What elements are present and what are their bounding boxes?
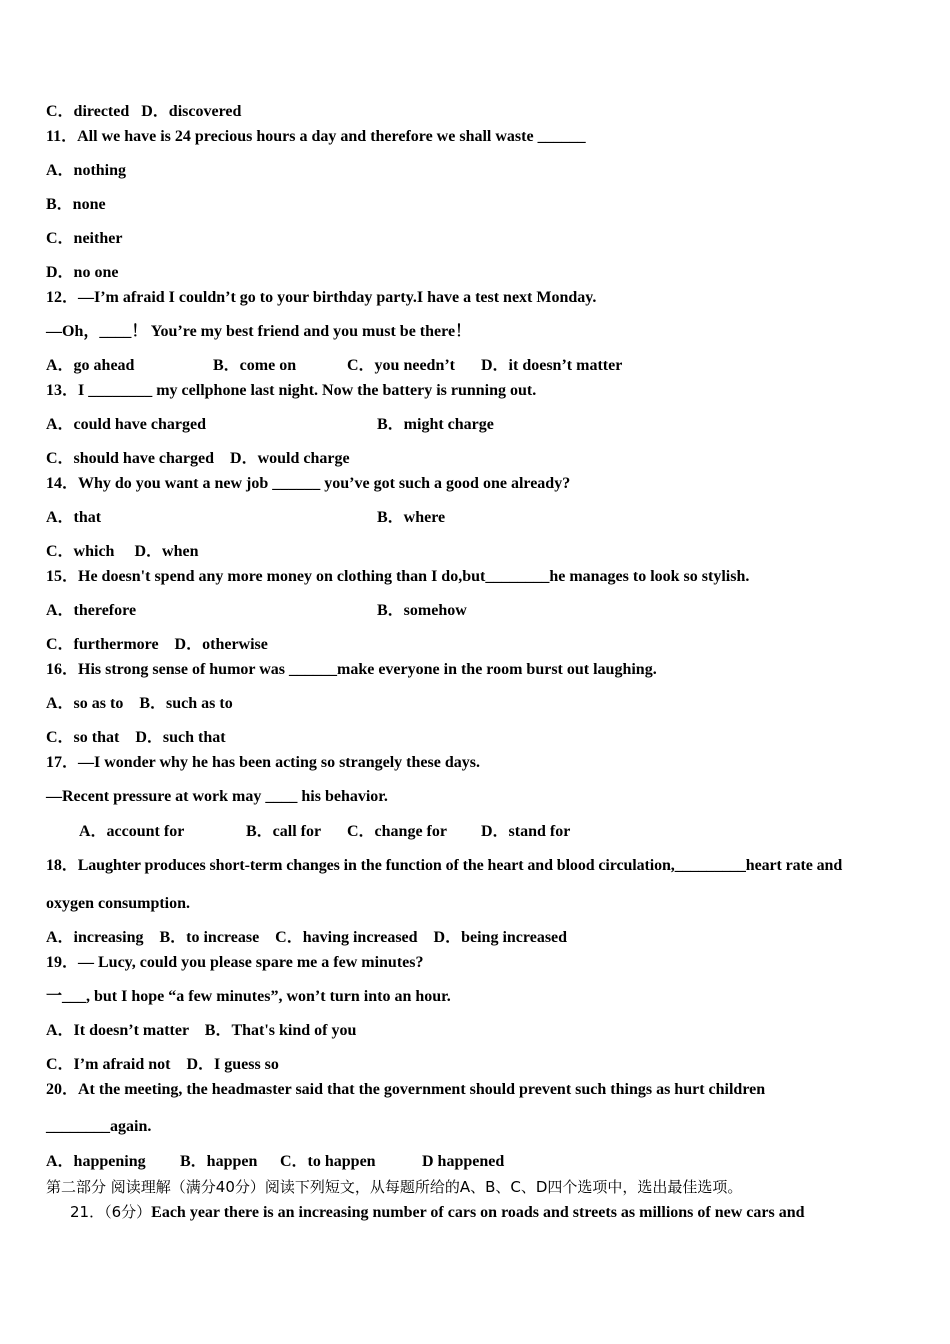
q18-stem-continued: oxygen consumption. xyxy=(46,895,191,912)
q16-stem: 16．His strong sense of humor was ______make everyone in the room burst out laughing. xyxy=(46,661,657,678)
q19-options-cd: C．I’m afraid not D．I guess so xyxy=(46,1056,279,1073)
q15-stem: 15．He doesn't spend any more money on clothing than I do,but________he manages to look so stylish. xyxy=(46,568,750,585)
q18-stem: 18．Laughter produces short-term changes in the function of the heart and blood circulation,_________heart rate and xyxy=(46,857,843,874)
q14-option-b: B．where xyxy=(377,509,446,526)
q20-stem: 20．At the meeting, the headmaster said that the government should prevent such things as hurt children xyxy=(46,1081,766,1098)
q21-line xyxy=(70,1202,805,1223)
q17-stem: 17．—I wonder why he has been acting so strangely these days. xyxy=(46,754,480,771)
q11-option-a: A．nothing xyxy=(46,162,127,179)
q15-options-cd: C．furthermore D．otherwise xyxy=(46,636,268,653)
q11-option-b: B．none xyxy=(46,196,106,213)
q13-options-cd: C．should have charged D．would charge xyxy=(46,450,350,467)
q14-option-a: A．that xyxy=(46,509,102,526)
q17-option-c: C．change for xyxy=(347,823,447,840)
q11-option-d: D．no one xyxy=(46,264,119,281)
q12-option-d: D．it doesn’t matter xyxy=(481,357,623,374)
q17-option-d: D．stand for xyxy=(481,823,571,840)
q18-options: A．increasing B．to increase C．having increased D．being increased xyxy=(46,929,568,946)
q19-dialog-line: 一___, but I hope “a few minutes”, won’t turn into an hour. xyxy=(46,988,451,1005)
q17-dialog-line: —Recent pressure at work may ____ his behavior. xyxy=(46,788,388,805)
q12-option-a: A．go ahead xyxy=(46,357,135,374)
part2-heading: 第二部分 阅读理解（满分40分）阅读下列短文，从每题所给的A、B、C、D四个选项中，选出最佳选项。 xyxy=(46,1178,743,1196)
q16-options-ab: A．so as to B．such as to xyxy=(46,695,233,712)
q17-option-b: B．call for xyxy=(246,823,322,840)
q16-options-cd: C．so that D．such that xyxy=(46,729,226,746)
q20-option-d: D happened xyxy=(422,1153,505,1170)
q21-number: 21．（6分） xyxy=(70,1203,152,1221)
q20-option-c: C．to happen xyxy=(280,1153,376,1170)
q19-stem: 19．— Lucy, could you please spare me a few minutes? xyxy=(46,954,424,971)
q13-option-b: B．might charge xyxy=(377,416,494,433)
q15-option-b: B．somehow xyxy=(377,602,467,619)
q21-passage-start: Each year there is an increasing number of cars on roads and streets as millions of new cars and xyxy=(151,1204,805,1221)
q19-options-ab: A．It doesn’t matter B．That's kind of you xyxy=(46,1022,357,1039)
q11-stem: 11．All we have is 24 precious hours a day and therefore we shall waste ______ xyxy=(46,128,586,145)
q20-option-a: A．happening xyxy=(46,1153,146,1170)
q11-option-c: C．neither xyxy=(46,230,123,247)
q12-option-c: C．you needn’t xyxy=(347,357,456,374)
q20-stem-continued: ________again. xyxy=(46,1118,152,1135)
q12-stem: 12．—I’m afraid I couldn’t go to your birthday party.I have a test next Monday. xyxy=(46,289,597,306)
q14-stem: 14．Why do you want a new job ______ you’ve got such a good one already? xyxy=(46,475,571,492)
q14-options-cd: C．which D．when xyxy=(46,543,199,560)
q20-option-b: B．happen xyxy=(180,1153,258,1170)
q17-option-a: A．account for xyxy=(79,823,185,840)
q13-stem: 13．I ________ my cellphone last night. Now the battery is running out. xyxy=(46,382,537,399)
q15-option-a: A．therefore xyxy=(46,602,137,619)
q10-options-cd: C．directed D．discovered xyxy=(46,103,242,120)
q12-dialog-line: —Oh，____！ You’re my best friend and you must be there！ xyxy=(46,323,472,340)
q13-option-a: A．could have charged xyxy=(46,416,207,433)
q12-option-b: B．come on xyxy=(213,357,297,374)
